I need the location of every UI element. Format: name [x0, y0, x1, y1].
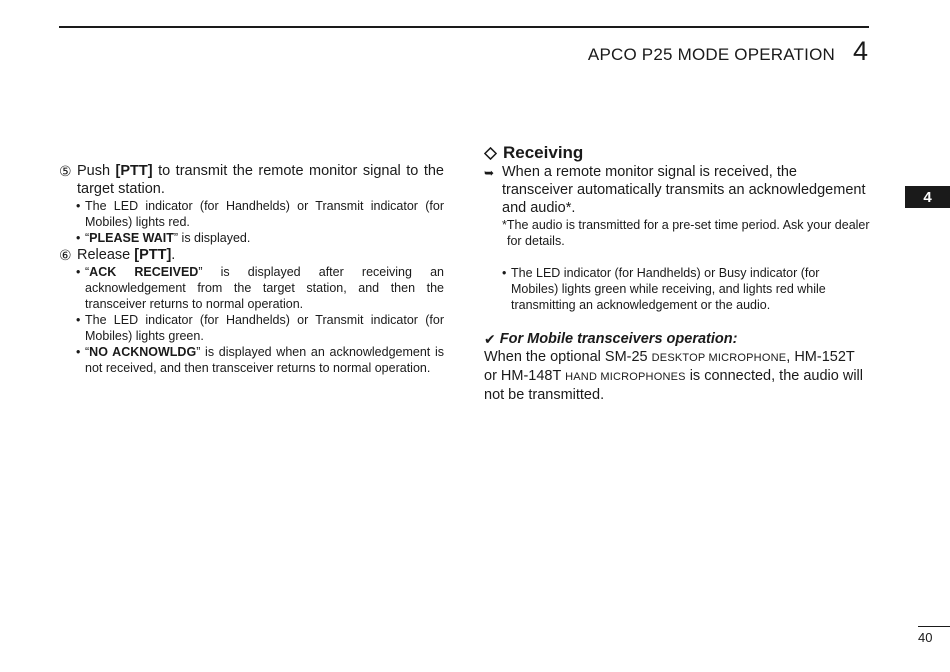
receive-description: ➥ When a remote monitor signal is received, the transceiver automatically transmits an acknowledgement and audio*.	[484, 164, 866, 216]
section-title: Receiving	[503, 143, 584, 162]
step-6: ⑥ Release [PTT].	[59, 247, 176, 263]
receive-bullets	[502, 265, 870, 313]
ptt-key: [PTT]	[115, 163, 153, 179]
mobile-body: When the optional SM-25 DESKTOP MICROPHONE, HM-152T or HM-148T HAND MICROPHONES is connected, the audio will not be transmitted.	[484, 349, 863, 403]
chapter-tab: 4	[905, 186, 950, 208]
list-item: • The LED indicator (for Handhelds) or Busy indicator (for Mobiles) lights green while receiving, and lights red while transmitting an acknowledgement or the audio.	[502, 266, 826, 312]
top-rule	[59, 26, 869, 28]
ptt-key: [PTT]	[134, 247, 172, 263]
list-item: • The LED indicator (for Handhelds) or Transmit indicator (for Mobiles) lights green.	[76, 313, 444, 343]
diamond-icon	[484, 147, 497, 160]
mobile-heading: ✔ For Mobile transceivers operation:	[484, 331, 738, 347]
step-5: ⑤ Push [PTT] to transmit the remote monitor signal to the target station.	[59, 163, 444, 197]
page-number-rule	[918, 626, 950, 627]
page-header	[588, 36, 868, 67]
checkmark-icon: ✔	[484, 331, 496, 347]
list-item: • “ACK RECEIVED” is displayed after receiving an acknowledgement from the target station, and then the transceiver returns to normal operation.	[76, 265, 444, 311]
step-6-bullets	[76, 264, 444, 376]
step-5-bullets	[76, 198, 444, 246]
right-column	[484, 143, 870, 404]
list-item: • “NO ACKNOWLDG” is displayed when an acknowledgement is not received, and then transceiver returns to normal operation.	[76, 345, 444, 375]
footnote: *The audio is transmitted for a pre-set time period. Ask your dealer for details.	[502, 218, 870, 248]
page-number: 40	[918, 630, 933, 645]
chapter-number: 4	[852, 36, 868, 66]
arrow-right-icon: ➥	[484, 166, 495, 180]
section-heading	[484, 143, 870, 163]
list-item: • The LED indicator (for Handhelds) or Transmit indicator (for Mobiles) lights red.	[76, 199, 444, 229]
list-item: • “PLEASE WAIT” is displayed.	[76, 231, 251, 245]
left-column	[59, 162, 444, 376]
step-5-marker: ⑤	[59, 163, 72, 179]
step-6-marker: ⑥	[59, 247, 72, 263]
header-title: APCO P25 MODE OPERATION	[587, 45, 835, 64]
